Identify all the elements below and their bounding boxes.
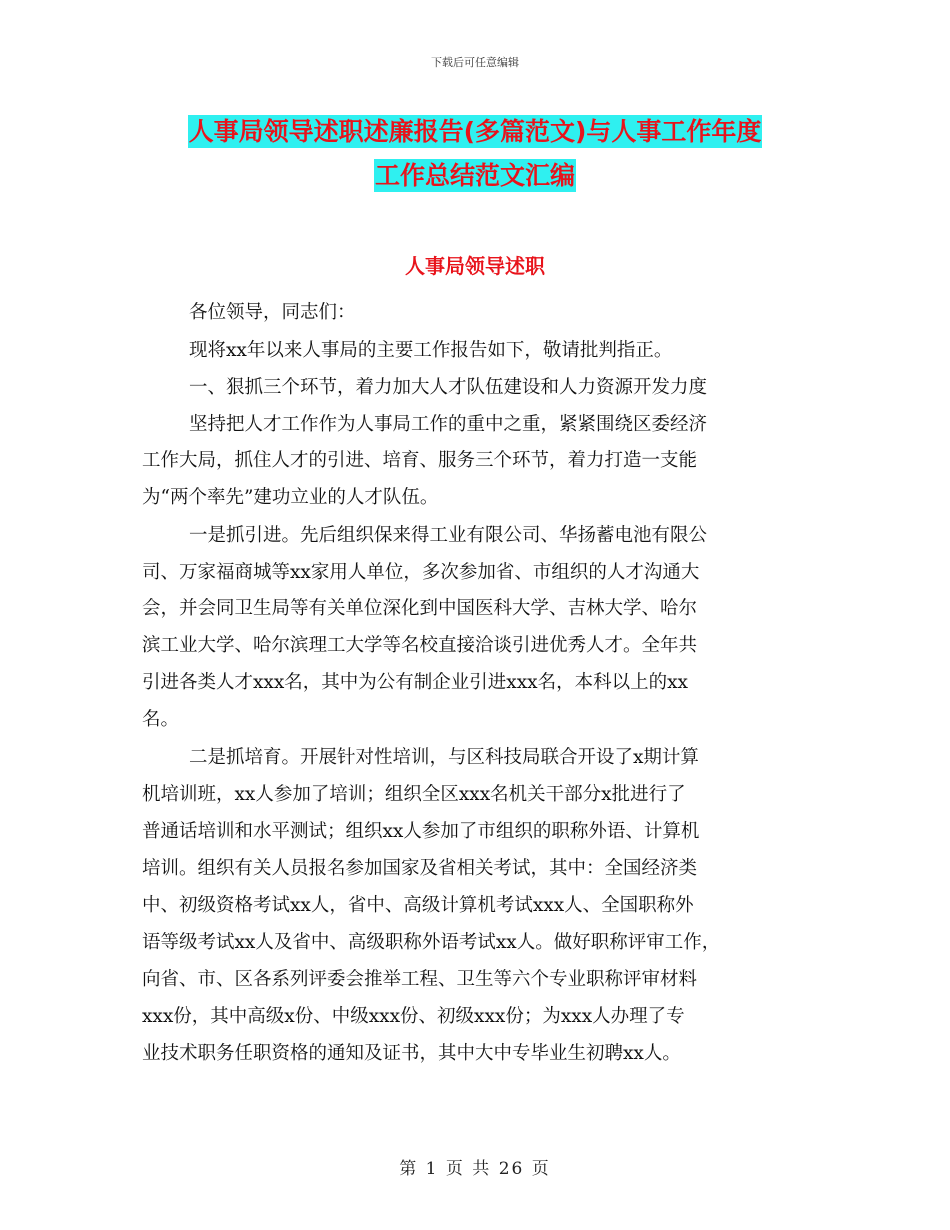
paragraph-line: 坚持把人才工作作为人事局工作的重中之重，紧紧围绕区委经济: [189, 414, 708, 435]
paragraph-line: 司、万家福商城等xx家用人单位，多次参加省、市组织的人才沟通大: [142, 562, 700, 583]
paragraph-line: 普通话培训和水平测试；组织xx人参加了市组织的职称外语、计算机: [142, 821, 700, 842]
paragraph-line: 机培训班，xx人参加了培训；组织全区xxx名机关干部分x批进行了: [142, 784, 686, 805]
section-title: 人事局领导述职: [405, 254, 545, 278]
paragraph-line: 语等级考试xx人及省中、高级职称外语考试xx人。做好职称评审工作，: [142, 932, 721, 953]
paragraph-line: 会，并会同卫生局等有关单位深化到中国医科大学、吉林大学、哈尔: [142, 598, 698, 619]
paragraph-line: 业技术职务任职资格的通知及证书，其中大中专毕业生初聘xx人。: [142, 1043, 681, 1064]
paragraph-line: 为“两个率先”建功立业的人才队伍。: [142, 487, 439, 508]
paragraph-line: 工作大局，抓住人才的引进、培育、服务三个环节，着力打造一支能: [142, 450, 698, 471]
page-footer: 第 1 页 共 26 页: [399, 1159, 551, 1179]
paragraph-line: 名。: [142, 709, 180, 730]
title-line-1: 人事局领导述职述廉报告(多篇范文)与人事工作年度: [188, 117, 762, 146]
paragraph-line: 引进各类人才xxx名，其中为公有制企业引进xxx名，本科以上的xx: [142, 672, 688, 693]
paragraph-line: 二是抓培育。开展针对性培训，与区科技局联合开设了x期计算: [189, 747, 699, 768]
paragraph-line: 一、狠抓三个环节，着力加大人才队伍建设和人力资源开发力度: [189, 377, 708, 398]
paragraph-line: 滨工业大学、哈尔滨理工大学等名校直接洽谈引进优秀人才。全年共: [142, 635, 698, 656]
paragraph-line: xxx份，其中高级x份、中级xxx份、初级xxx份；为xxx人办理了专: [142, 1006, 685, 1027]
header-note: 下载后可任意编辑: [431, 56, 519, 69]
paragraph-line: 一是抓引进。先后组织保来得工业有限公司、华扬蓄电池有限公: [189, 525, 708, 546]
paragraph-line: 培训。组织有关人员报名参加国家及省相关考试，其中：全国经济类: [142, 858, 698, 879]
paragraph-line: 现将xx年以来人事局的主要工作报告如下，敬请批判指正。: [189, 340, 673, 361]
paragraph-line: 中、初级资格考试xx人，省中、高级计算机考试xxx人、全国职称外: [142, 895, 694, 916]
paragraph-line: 向省、市、区各系列评委会推举工程、卫生等六个专业职称评审材料: [142, 969, 698, 990]
title-line-2: 工作总结范文汇编: [374, 161, 575, 190]
paragraph-line: 各位领导，同志们：: [189, 302, 356, 323]
